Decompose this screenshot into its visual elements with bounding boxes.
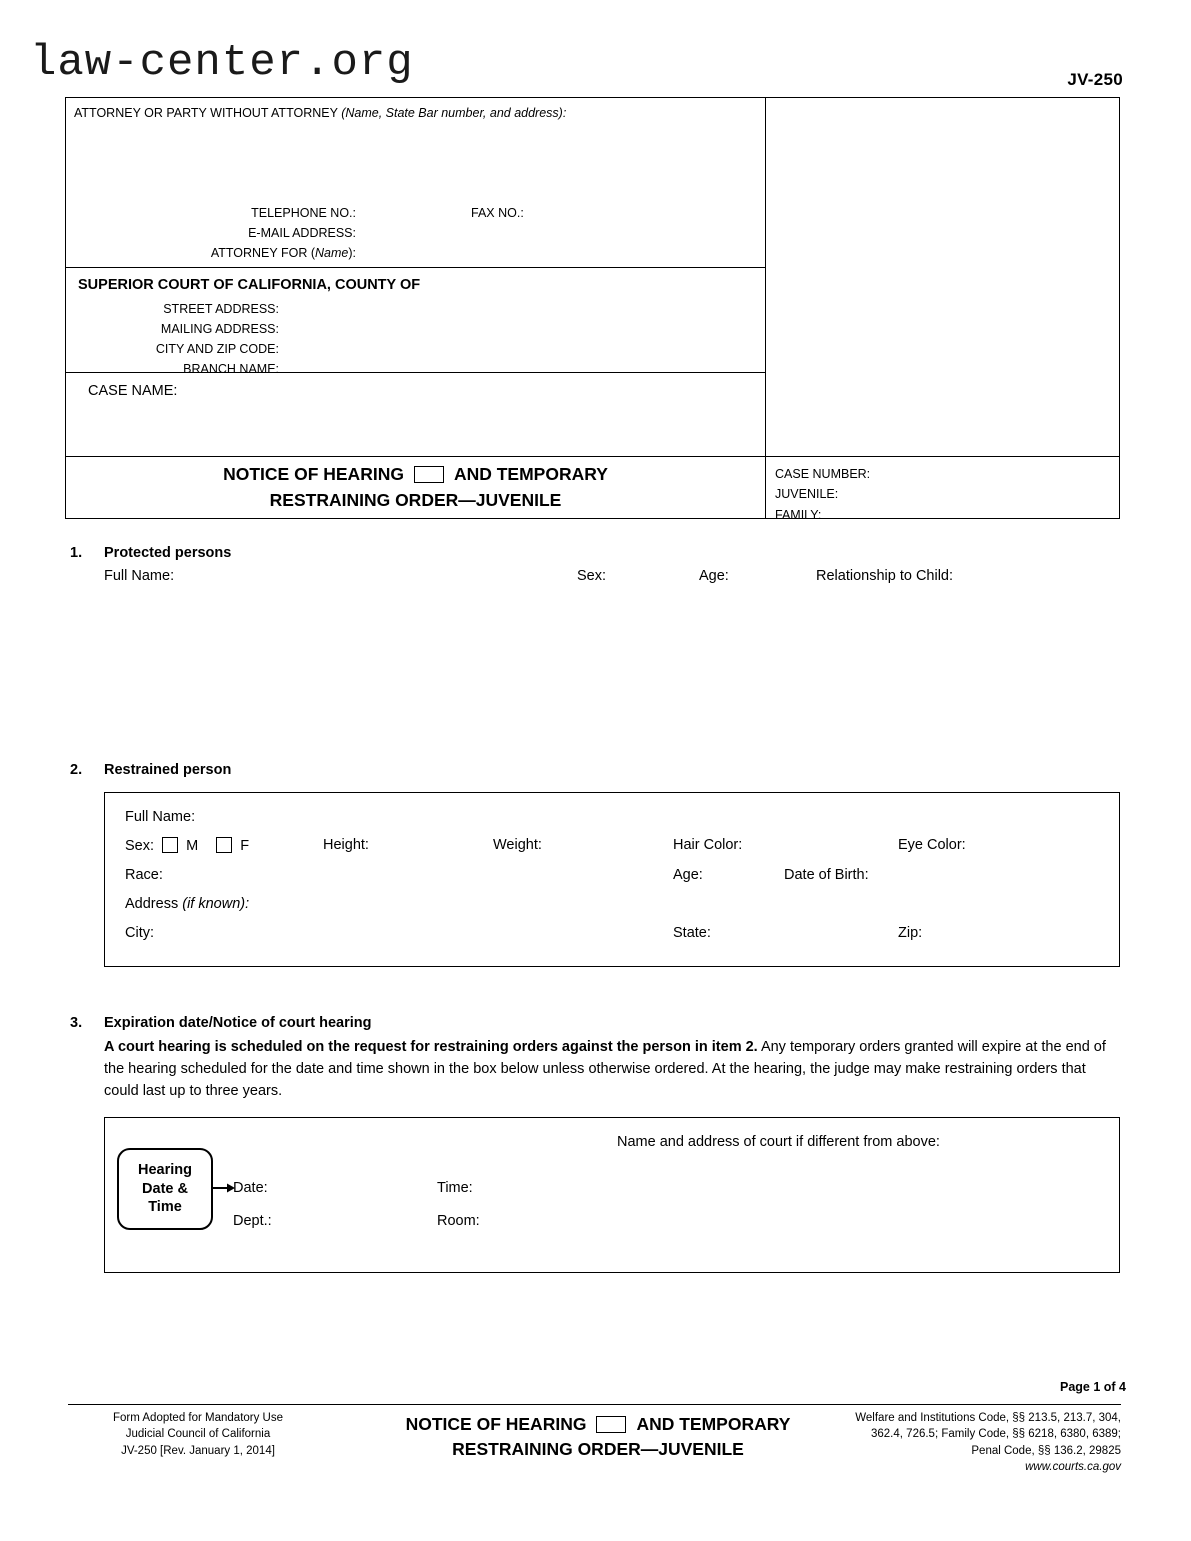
hearing-date-label: Date:: [233, 1180, 268, 1196]
mailing-address-row[interactable]: [66, 322, 765, 342]
form-number: JV-250: [1067, 70, 1123, 89]
email-label: E-MAIL ADDRESS:: [248, 226, 356, 240]
family-case-label: FAMILY:: [775, 507, 822, 522]
footer-form-title: [358, 1412, 838, 1463]
protected-full-name-label: Full Name:: [104, 568, 175, 584]
footer-citations: [821, 1410, 1121, 1475]
item-3-paragraph: [104, 1036, 1120, 1102]
form-title-line-1: [223, 462, 608, 487]
badge-line-3: Time: [148, 1199, 182, 1216]
item-3-number: 3.: [70, 1015, 83, 1031]
form-title-part-1: NOTICE OF HEARING: [223, 464, 404, 485]
protected-sex-label: Sex:: [577, 568, 607, 584]
footer: [68, 1410, 1121, 1490]
telephone-row[interactable]: [66, 206, 765, 226]
footer-adopted-line-1: Form Adopted for Mandatory Use: [112, 1412, 284, 1424]
restrained-address-label: Address (if known):: [125, 896, 250, 912]
case-number-label: CASE NUMBER:: [775, 467, 871, 481]
footer-divider: [68, 1404, 1121, 1405]
item-3-title: Expiration date/Notice of court hearing: [104, 1015, 372, 1031]
restrained-zip-label: Zip:: [898, 925, 923, 941]
court-title: SUPERIOR COURT OF CALIFORNIA, COUNTY OF: [78, 277, 421, 293]
fax-label: FAX NO.:: [471, 206, 524, 220]
hearing-room-label: Room:: [437, 1213, 480, 1229]
restrained-age-label: Age:: [673, 867, 703, 883]
case-name-block[interactable]: [66, 373, 765, 458]
sex-female-checkbox[interactable]: [216, 837, 232, 853]
caption-left-column: [66, 98, 766, 456]
case-name-label: CASE NAME:: [88, 383, 178, 399]
restrained-height-label: Height:: [323, 837, 369, 853]
badge-line-1: Hearing: [138, 1162, 192, 1179]
footer-adopted-line-3: JV-250 [Rev. January 1, 2014]: [121, 1444, 275, 1457]
footer-temporary-order-checkbox[interactable]: [596, 1416, 626, 1433]
court-address-note: Name and address of court if different from above:: [617, 1134, 940, 1150]
city-zip-row[interactable]: [66, 342, 765, 362]
case-number-block[interactable]: [766, 457, 1121, 522]
footer-title-part-1: NOTICE OF HEARING: [405, 1414, 587, 1434]
sex-male-label: M: [186, 838, 199, 854]
arrow-right-icon: [213, 1181, 235, 1195]
temporary-order-checkbox[interactable]: [414, 466, 444, 483]
footer-adopted-line-2: Judicial Council of California: [125, 1428, 271, 1441]
item-3-body: Any temporary orders granted will expire at the end of the hearing scheduled for the date and time shown in the box below unless otherwise ordered. At the hearing, the judge may make restraining orders that could last up to three years.: [104, 1039, 1106, 1100]
footer-title-line-1: [358, 1412, 838, 1437]
item-1-title: Protected persons: [104, 545, 232, 561]
restrained-weight-label: Weight:: [493, 837, 542, 853]
page-count: Page 1 of 4: [1060, 1380, 1126, 1394]
restrained-sex-label: Sex:: [125, 838, 155, 854]
attorney-label: [74, 106, 566, 120]
hearing-box: [104, 1117, 1120, 1273]
restrained-dob-label: Date of Birth:: [784, 867, 869, 883]
restrained-hair-color-label: Hair Color:: [673, 837, 743, 853]
form-title-part-2: AND TEMPORARY: [453, 464, 608, 485]
court-block[interactable]: [66, 268, 765, 376]
item-3-bold-lead: A court hearing is scheduled on the request for restraining orders against the person in item 2.: [104, 1039, 758, 1055]
hearing-dept-label: Dept.:: [233, 1213, 272, 1229]
restrained-race-label: Race:: [125, 867, 163, 883]
protected-person-row[interactable]: [104, 568, 1114, 590]
court-stamp-area: [766, 98, 1121, 456]
city-zip-label: CITY AND ZIP CODE:: [155, 342, 279, 356]
hearing-date-time-badge: [117, 1148, 213, 1230]
juvenile-case-label: JUVENILE:: [775, 487, 839, 502]
sex-male-checkbox[interactable]: [162, 837, 178, 853]
caption-right-column[interactable]: [766, 98, 1121, 456]
restrained-sex-row[interactable]: [125, 837, 249, 854]
hearing-time-label: Time:: [437, 1180, 473, 1196]
item-1-number: 1.: [70, 545, 83, 561]
attorney-label-text: ATTORNEY OR PARTY WITHOUT ATTORNEY: [74, 106, 338, 120]
form-title-box: [65, 457, 1120, 522]
form-title-line-2: RESTRAINING ORDER—JUVENILE: [269, 489, 562, 510]
badge-line-2: Date &: [142, 1180, 188, 1197]
site-logo: law-center.org: [30, 38, 414, 88]
court-address-rows: [66, 302, 765, 382]
protected-relationship-label: Relationship to Child:: [816, 568, 954, 584]
footer-adoption-info: [68, 1410, 328, 1459]
sex-female-label: F: [240, 838, 250, 854]
item-2-title: Restrained person: [104, 762, 232, 778]
restrained-eye-color-label: Eye Color:: [898, 837, 966, 853]
mailing-address-label: MAILING ADDRESS:: [160, 322, 279, 336]
restrained-state-label: State:: [673, 925, 711, 941]
item-2-number: 2.: [70, 762, 83, 778]
email-row[interactable]: [66, 226, 765, 246]
citation-line-2: 362.4, 726.5; Family Code, §§ 6218, 6380, 6389;: [871, 1428, 1121, 1441]
citation-line-3: Penal Code, §§ 136.2, 29825: [971, 1444, 1121, 1457]
footer-title-line-2: RESTRAINING ORDER—JUVENILE: [452, 1439, 744, 1460]
restrained-full-name-label: Full Name:: [125, 809, 196, 825]
branch-name-label: BRANCH NAME:: [183, 362, 279, 376]
restrained-person-box: [104, 792, 1120, 967]
attorney-label-hint: (Name, State Bar number, and address):: [341, 106, 567, 120]
form-title: [66, 457, 766, 518]
telephone-label: TELEPHONE NO.:: [251, 206, 356, 220]
footer-title-part-2: AND TEMPORARY: [636, 1414, 791, 1434]
contact-rows: [66, 206, 765, 266]
footer-url: www.courts.ca.gov: [1025, 1460, 1121, 1473]
attorney-for-label: ATTORNEY FOR (Name):: [210, 246, 356, 260]
citation-line-1: Welfare and Institutions Code, §§ 213.5, 213.7, 304,: [855, 1412, 1121, 1424]
caption-box: [65, 97, 1120, 457]
protected-age-label: Age:: [699, 568, 729, 584]
attorney-block[interactable]: [66, 98, 765, 268]
street-address-label: STREET ADDRESS:: [163, 302, 279, 316]
attorney-for-row[interactable]: [66, 246, 765, 266]
street-address-row[interactable]: [66, 302, 765, 322]
restrained-city-label: City:: [125, 925, 154, 941]
